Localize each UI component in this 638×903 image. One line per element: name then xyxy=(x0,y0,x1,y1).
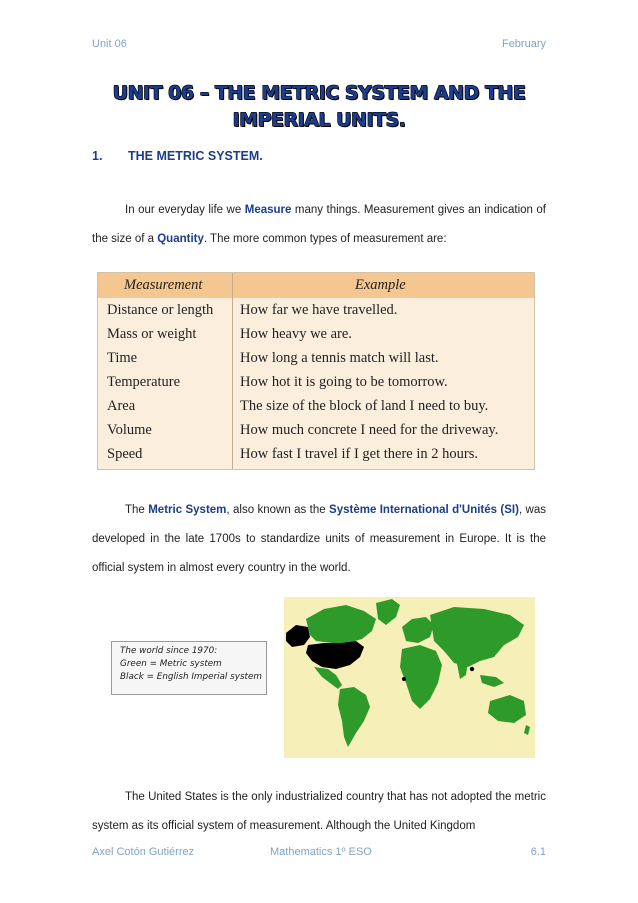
table-cell-example: How long a tennis match will last. xyxy=(240,350,439,366)
intro-paragraph xyxy=(92,196,546,254)
table-row xyxy=(98,418,534,442)
map-legend xyxy=(111,641,267,695)
section-title: THE METRIC SYSTEM. xyxy=(128,149,263,163)
table-row xyxy=(98,346,534,370)
header-unit: Unit 06 xyxy=(92,38,127,50)
table-cell-measurement: Area xyxy=(107,398,136,414)
table-cell-example: The size of the block of land I need to buy. xyxy=(240,398,489,414)
table-row xyxy=(98,298,534,322)
para2-text-1: The xyxy=(125,504,149,516)
keyword-quantity: Quantity xyxy=(157,233,204,245)
table-cell-measurement: Time xyxy=(107,350,138,366)
legend-line-3: Black = English Imperial system xyxy=(120,672,262,682)
table-row xyxy=(98,322,534,346)
table-cell-example: How much concrete I need for the driveway. xyxy=(240,422,499,438)
legend-line-1: The world since 1970: xyxy=(120,646,218,656)
united-states-paragraph xyxy=(92,783,546,841)
table-cell-measurement: Distance or length xyxy=(107,302,214,318)
para1-text-1: In our everyday life we xyxy=(125,204,245,216)
header-month: February xyxy=(501,38,546,50)
para2-text-3: , was developed in the late 1700s to standardize units of measurement in Europe. It is the official system in almost every country in the world. xyxy=(92,504,546,574)
para3-text: The United States is the only industrialized country that has not adopted the metric system as its official system of measurement. Although the United Kingdom xyxy=(92,791,546,832)
table-cell-measurement: Volume xyxy=(107,422,152,438)
footer-page-number: 6.1 xyxy=(530,846,546,858)
table-cell-measurement: Mass or weight xyxy=(107,326,197,342)
title-line-2: IMPERIAL UNITS. xyxy=(232,109,406,131)
table-cell-example: How fast I travel if I get there in 2 hours. xyxy=(240,446,478,462)
legend-line-2: Green = Metric system xyxy=(120,659,222,669)
table-row xyxy=(98,442,534,466)
table-cell-measurement: Temperature xyxy=(107,374,181,390)
table-cell-example: How hot it is going to be tomorrow. xyxy=(240,374,448,390)
measurement-table xyxy=(97,272,535,470)
table-cell-example: How far we have travelled. xyxy=(240,302,398,318)
para1-text-2: many things. Measurement gives an indication of the size of a xyxy=(92,204,546,245)
table-header-measurement: Measurement xyxy=(124,277,203,293)
title-line-1: UNIT 06 – THE METRIC SYSTEM AND THE xyxy=(112,82,526,104)
section-heading xyxy=(92,149,263,163)
section-number: 1. xyxy=(92,149,103,163)
table-row xyxy=(98,394,534,418)
table-cell-measurement: Speed xyxy=(107,446,143,462)
table-cell-example: How heavy we are. xyxy=(240,326,352,342)
keyword-measure: Measure xyxy=(244,204,292,216)
footer-course: Mathematics 1º ESO xyxy=(270,846,372,858)
map-burma xyxy=(470,667,474,671)
page-title xyxy=(60,80,578,134)
para2-text-2: , also known as the xyxy=(226,504,330,516)
keyword-metric-system: Metric System xyxy=(148,504,227,516)
world-map-image xyxy=(284,597,535,758)
table-header-example: Example xyxy=(355,277,406,293)
para1-text-3: . The more common types of measurement are: xyxy=(203,233,447,245)
map-liberia xyxy=(402,677,406,681)
table-row xyxy=(98,370,534,394)
metric-system-paragraph xyxy=(92,496,546,583)
footer-author: Axel Cotón Gutiérrez xyxy=(92,846,195,858)
keyword-si: Système International d'Unités (SI) xyxy=(329,504,519,516)
